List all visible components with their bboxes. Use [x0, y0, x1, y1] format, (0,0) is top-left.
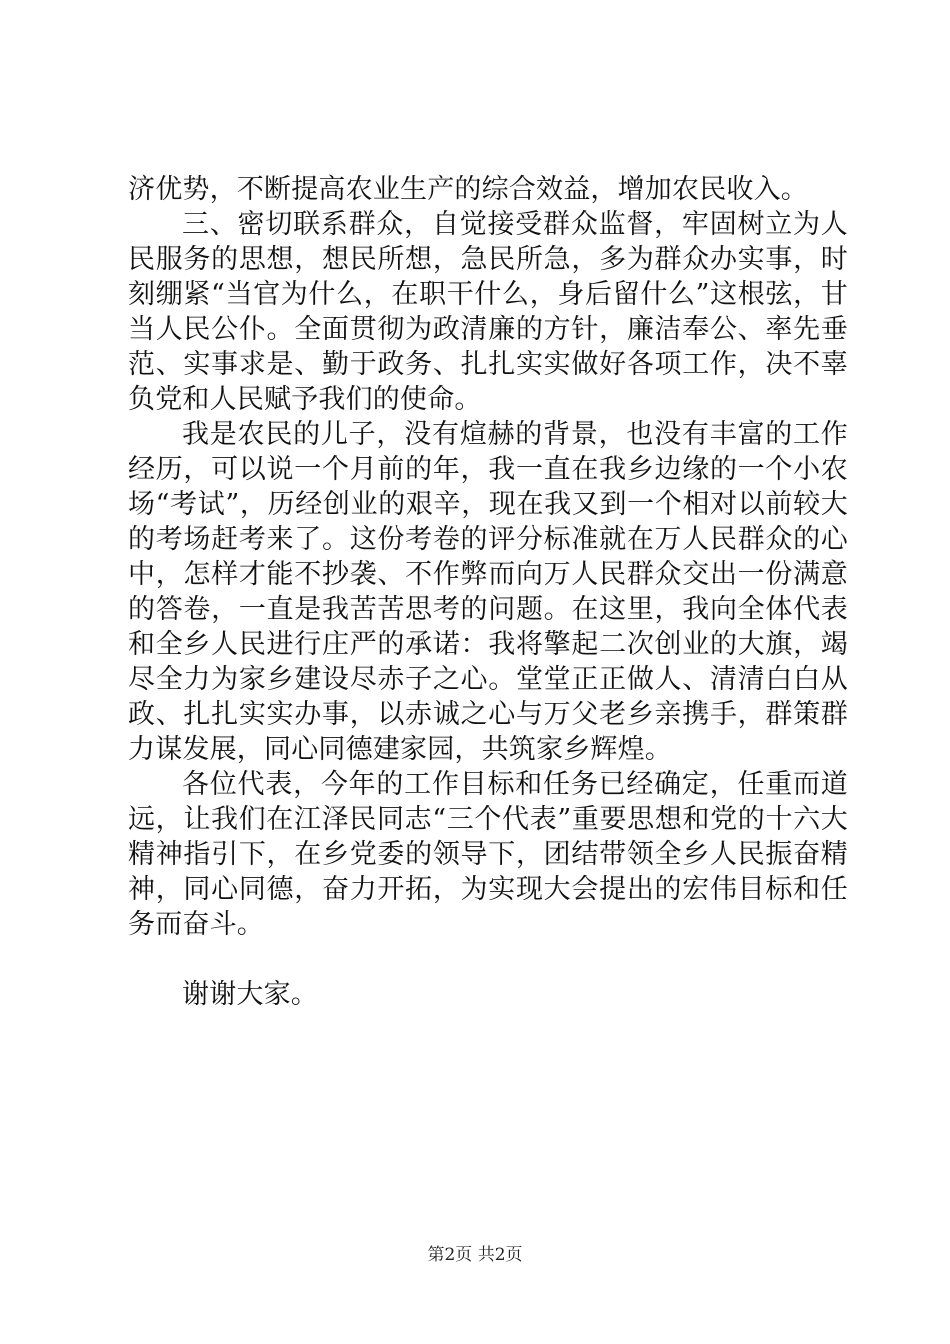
closing-thanks: 谢谢大家。 [182, 979, 318, 1010]
paragraph-personal-pledge: 我是农民的儿子，没有煊赫的背景，也没有丰富的工作经历，可以说一个月前的年，我一直在我乡边缘的一个小农场“考试”，历经创业的艰辛，现在我又到一个相对以前较大的考场赶考来了。这份考卷的评分标准就在万人民群众的心中，怎样才能不抄袭、不作弊而向万人民群众交出一份满意的答卷，一直是我苦苦思考的问题。在这里，我向全体代表和全乡人民进行庄严的承诺：我将擎起二次创业的大旗，竭尽全力为家乡建设尽赤子之心。堂堂正正做人、清清白白从政、扎扎实实办事，以赤诚之心与万父老乡亲携手，群策群力谋发展，同心同德建家园，共筑家乡辉煌。 [128, 419, 848, 765]
paragraph-continuation: 济优势，不断提高农业生产的综合效益，增加农民收入。 [128, 174, 808, 205]
paragraph-call-to-action: 各位代表，今年的工作目标和任务已经确定，任重而道远，让我们在江泽民同志“三个代表”重要思想和党的十六大精神指引下，在乡党委的领导下，团结带领全乡人民振奋精神，同心同德，奋力开拓，为实现大会提出的宏伟目标和任务而奋斗。 [128, 769, 848, 940]
page-footer: 第2页 共2页 [427, 1245, 523, 1265]
document-body [128, 172, 848, 1012]
paragraph-section-three: 三、密切联系群众，自觉接受群众监督，牢固树立为人民服务的思想，想民所想，急民所急，多为群众办实事，时刻绷紧“当官为什么，在职干什么，身后留什么”这根弦，甘当人民公仆。全面贯彻为政清廉的方针，廉洁奉公、率先垂范、实事求是、勤于政务、扎扎实实做好各项工作，决不辜负党和人民赋予我们的使命。 [128, 209, 848, 415]
